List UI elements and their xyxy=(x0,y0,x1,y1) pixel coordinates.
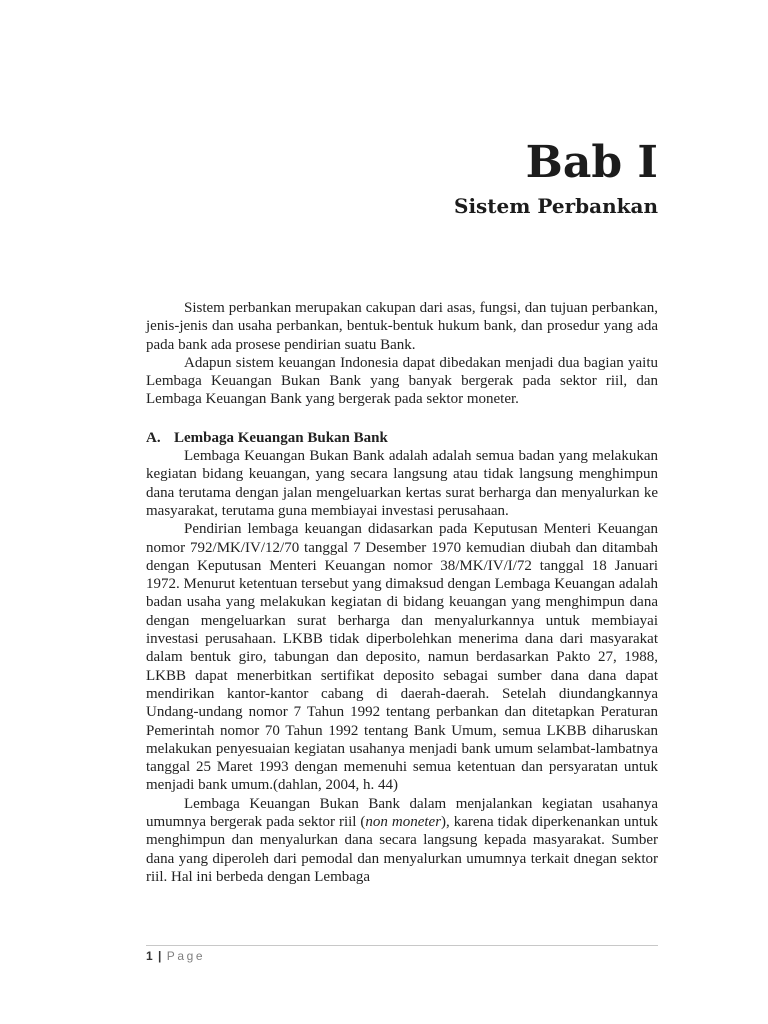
page-label: Page xyxy=(166,949,206,963)
footer-divider xyxy=(146,945,658,946)
paragraph-text: Lembaga Keuangan Bukan Bank dalam menjalankan kegiatan usahanya umumnya bergerak pada sektor riil ( xyxy=(146,795,658,831)
section-paragraph: Lembaga Keuangan Bukan Bank adalah adalah semua badan yang melakukan kegiatan bidang keuangan, yang secara langsung atau tidak langsung menghimpun dana terutama dengan jalan mengeluarkan kertas surat berharga dan menyalurkan ke masyarakat, terutama guna membiayai investasi perusahaan. xyxy=(146,448,658,519)
page-number: 1 xyxy=(146,949,153,963)
section-title: Lembaga Keuangan Bukan Bank xyxy=(174,429,388,446)
document-body xyxy=(146,299,658,886)
italic-term: non moneter xyxy=(365,814,442,831)
section-paragraph xyxy=(146,795,658,886)
intro-paragraph: Adapun sistem keuangan Indonesia dapat dibedakan menjadi dua bagian yaitu Lembaga Keuangan Bukan Bank yang banyak bergerak pada sektor riil, dan Lembaga Keuangan Bank yang bergerak pada sektor moneter. xyxy=(146,354,658,408)
chapter-subtitle: Sistem Perbankan xyxy=(454,194,658,218)
section-letter: A. xyxy=(146,429,161,446)
chapter-title: Bab I xyxy=(525,137,658,188)
page-footer xyxy=(146,947,205,965)
intro-paragraph: Sistem perbankan merupakan cakupan dari asas, fungsi, dan tujuan perbankan, jenis-jenis dan usaha perbankan, bentuk-bentuk hukum bank, dan prosedur yang ada pada bank ada prosese pendirian suatu Bank. xyxy=(146,300,658,353)
paragraph-text: ), karena tidak diperkenankan untuk menghimpun dan menyalurkan dana secara langsung kepada masyarakat. Sumber dana yang diperoleh dari pemodal dan menyalurkan umumnya terkait dnegan sektor riil. Hal ini berbeda dengan Lembaga xyxy=(146,814,659,885)
section-heading xyxy=(146,429,658,447)
section-paragraph: Pendirian lembaga keuangan didasarkan pada Keputusan Menteri Keuangan nomor 792/MK/IV/12/70 tanggal 7 Desember 1970 kemudian diubah dan ditambah dengan Keputusan Menteri Keuangan nomor 38/MK/IV/I/72 tanggal 18 Januari 1972. Menurut ketentuan tersebut yang dimaksud dengan Lembaga Keuangan adalah badan usaha yang melakukan kegiatan di bidang keuangan yang menghimpun dana dengan mengeluarkan surat berharga dan menyalurkannya untuk membiayai investasi perusahaan. LKBB tidak diperbolehkan menerima dana dari masyarakat dalam bentuk giro, tabungan dan deposito, namun berdasarkan Pakto 27, 1988, LKBB dapat menerbitkan sertifikat deposito sebagai sumber dana dana dapat mendirikan kantor-kantor cabang di daerah-daerah. Setelah diundangkannya Undang-undang nomor 7 Tahun 1992 tentang perbankan dan ditetapkan Peraturan Pemerintah nomor 70 Tahun 1992 tentang Bank Umum, semua LKBB diharuskan melakukan penyesuaian kegiatan usahanya menjadi bank umum selambat-lambatnya tanggal 25 Maret 1993 dengan memenuhi semua ketentuan dan persyaratan untuk menjadi bank umum.(dahlan, 2004, h. 44) xyxy=(146,521,658,794)
footer-separator: | xyxy=(158,949,162,963)
